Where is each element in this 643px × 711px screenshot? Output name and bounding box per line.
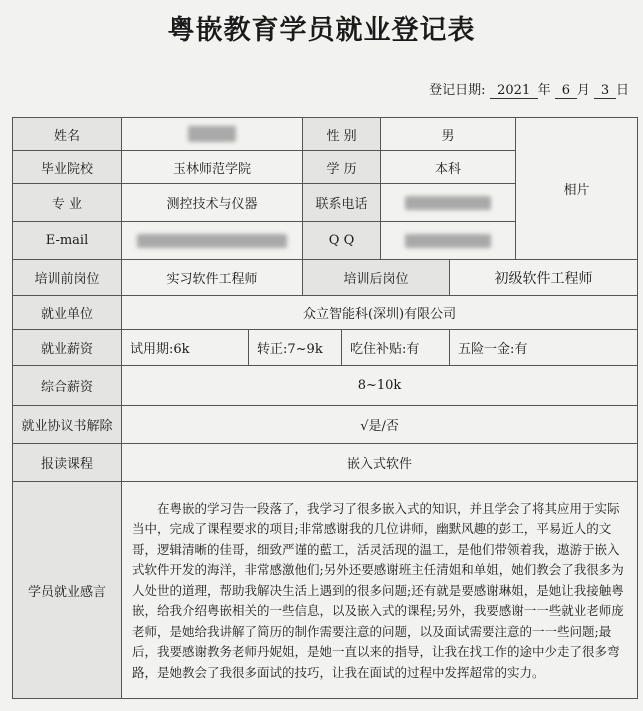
reg-date-day-unit: 日	[615, 83, 629, 98]
reg-date-year: 2021	[490, 83, 538, 99]
post-job-value: 初级软件工程师	[450, 260, 638, 296]
pre-job-label: 培训前岗位	[13, 260, 122, 296]
school-value: 玉林师范学院	[122, 151, 303, 184]
reg-date-year-unit: 年	[537, 83, 551, 98]
registration-table	[12, 117, 638, 699]
degree-label: 学 历	[303, 151, 381, 184]
school-label: 毕业院校	[13, 151, 122, 184]
gender-value: 男	[381, 118, 516, 151]
redacted-email	[137, 234, 287, 248]
agreement-label: 就业协议书解除	[13, 406, 122, 444]
course-value: 嵌入式软件	[122, 444, 638, 482]
gender-label: 性 别	[303, 118, 381, 151]
name-value	[122, 118, 303, 151]
phone-label: 联系电话	[303, 184, 381, 222]
course-label: 报读课程	[13, 444, 122, 482]
feedback-text: 在粤嵌的学习告一段落了，我学习了很多嵌入式的知识，并且学会了将其应用于实际当中，完成了课程要求的项目;非常感谢我的几位讲师，幽默风趣的彭工，平易近人的文哥，逻辑清晰的佳哥，细致严谨的藍工，活灵活现的温工，是他们带领着我，遨游于嵌入式软件开发的海洋，非常感激他们;另外还要感谢班主任清姐和单姐，她们教会了我很多为人处世的道理，帮助我解决生活上遇到的很多问题;还有就是要感谢琳姐，是她让我接触粤嵌，给我介绍粤嵌相关的一些信息，以及嵌入式的课程;另外，我要感谢一一些就业老师庞老师，是她给我讲解了简历的制作需要注意的问题，以及面试需要注意的一一些问题;最后，我要感谢教务老师丹妮姐，是她一直以来的指导，让我在找工作的途中少走了很多弯路，是她教会了我很多面试的技巧，让我在面试的过程中发挥超常的实力。	[122, 482, 638, 699]
salary-probation: 试用期:6k	[122, 330, 249, 366]
post-job-label: 培训后岗位	[303, 260, 450, 296]
qq-value	[381, 222, 516, 260]
name-label: 姓名	[13, 118, 122, 151]
reg-date-month: 6	[555, 83, 577, 99]
redacted-name	[188, 126, 236, 142]
salary-label: 就业薪资	[13, 330, 122, 366]
salary-board: 吃住补贴:有	[342, 330, 450, 366]
total-salary-value: 8~10k	[122, 366, 638, 406]
email-label: E-mail	[13, 222, 122, 260]
photo-cell: 相片	[516, 118, 638, 260]
phone-value	[381, 184, 516, 222]
major-label: 专 业	[13, 184, 122, 222]
reg-date-day: 3	[594, 83, 616, 99]
feedback-label: 学员就业感言	[13, 482, 122, 699]
employer-label: 就业单位	[13, 296, 122, 330]
major-value: 测控技术与仪器	[122, 184, 303, 222]
pre-job-value: 实习软件工程师	[122, 260, 303, 296]
redacted-qq	[405, 234, 491, 248]
degree-value: 本科	[381, 151, 516, 184]
employer-value: 众立智能科(深圳)有限公司	[122, 296, 638, 330]
salary-insurance: 五险一金:有	[450, 330, 638, 366]
registration-date	[429, 79, 629, 99]
reg-date-month-unit: 月	[576, 83, 590, 98]
reg-date-label: 登记日期:	[429, 83, 486, 98]
qq-label: Q Q	[303, 222, 381, 260]
agreement-value: √是/否	[122, 406, 638, 444]
total-salary-label: 综合薪资	[13, 366, 122, 406]
salary-regular: 转正:7~9k	[249, 330, 342, 366]
email-value	[122, 222, 303, 260]
redacted-phone	[405, 196, 491, 210]
form-title: 粤嵌教育学员就业登记表	[167, 15, 476, 46]
